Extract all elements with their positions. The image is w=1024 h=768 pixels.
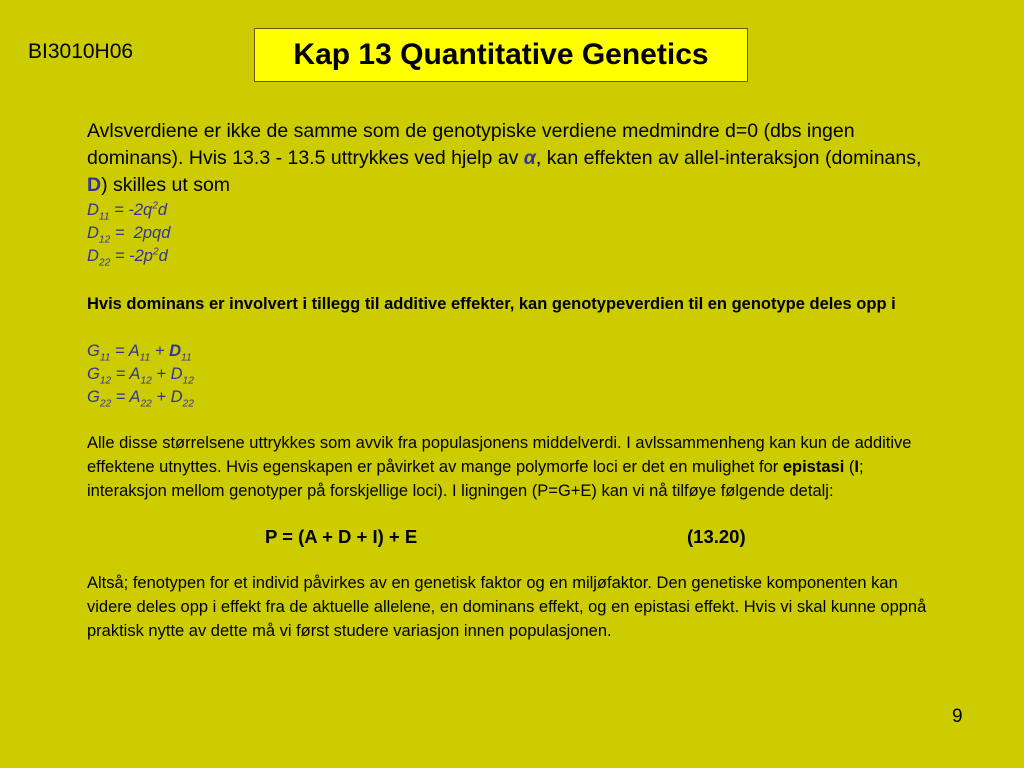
paragraph-epistasis: Alle disse størrelsene uttrykkes som avvik fra populasjonens middelverdi. I avlssammenheng kan kun de additive effektene utnyttes. Hvis egenskapen er påvirket av mange polymorfe loci er det en mulighet for epistasi (I; interaksjon mellom genotyper på forskjellige loci). I ligningen (P=G+E) kan vi nå tilføye følgende detalj: — [87, 434, 912, 500]
formula-d12: $D_{12} = 2pqd$ — [87, 224, 171, 246]
intro-paragraph: Avlsverdiene er ikke de samme som de genotypiske verdiene medmindre d=0 (dbs ingen dominans). Hvis 13.3 - 13.5 uttrykkes ved hjelp av α, kan effekten av allel-interaksjon (dominans, D) skilles ut som — [87, 120, 922, 196]
formula-d22: $D_{22} = -2p^2d$ — [87, 246, 168, 269]
interaction-symbol: I — [854, 458, 859, 476]
alpha-symbol: α — [523, 147, 536, 169]
course-code: BI3010H06 — [28, 40, 134, 63]
paragraph-summary: Altså; fenotypen for et individ påvirkes av en genetisk faktor og en miljøfaktor. Den genetiske komponenten kan videre deles opp i effekt fra de aktuelle allelene, en dominans effekt, og en epistasi effekt. Hvis vi skal kunne oppnå praktisk nytte av dette må vi først studere variasjon innen populasjonen. — [87, 574, 927, 640]
bold-statement: Hvis dominans er involvert i tillegg til additive effekter, kan genotypeverdien til en genotype deles opp i — [87, 295, 896, 313]
formula-g11: $G_{11} = A_{11} + D_{11}$ — [87, 342, 192, 364]
slide-title — [254, 28, 748, 82]
epistasi-term: epistasi — [782, 458, 845, 476]
slide-body — [87, 118, 932, 643]
equation-expression: P = (A + D + I) + E — [265, 526, 418, 547]
equation-number: (13.20) — [687, 526, 746, 547]
formula-g22: $G_{22} = A_{22} + D_{22}$ — [87, 388, 194, 410]
slide-title-text: Kap 13 Quantitative Genetics — [293, 38, 709, 71]
equation-13-20 — [87, 525, 932, 549]
dominance-symbol: D — [87, 174, 102, 196]
page-number: 9 — [952, 706, 963, 727]
formula-g12: $G_{12} = A_{12} + D_{12}$ — [87, 365, 194, 387]
formula-d11: $D_{11} = -2q^2d$ — [87, 200, 168, 223]
